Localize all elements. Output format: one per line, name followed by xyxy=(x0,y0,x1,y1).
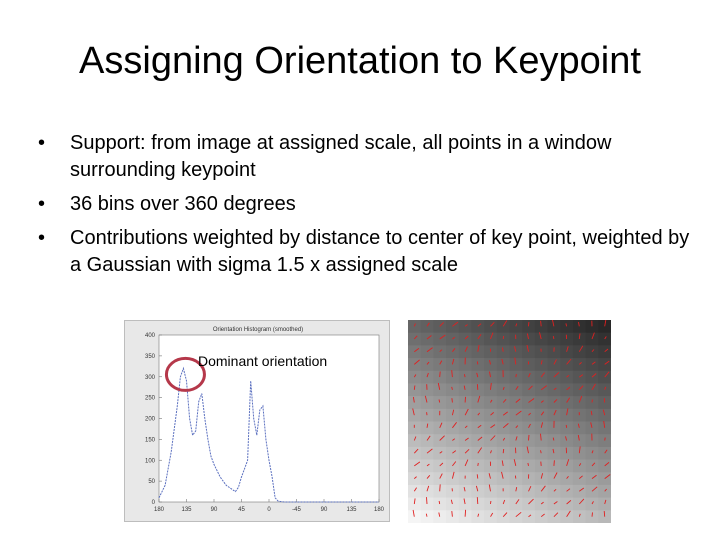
image-pixel-tile xyxy=(598,485,611,498)
image-pixel-tile xyxy=(573,422,586,435)
image-pixel-tile xyxy=(573,396,586,409)
x-tick-label: 180 xyxy=(373,507,385,513)
image-pixel-tile xyxy=(548,409,561,422)
image-pixel-tile xyxy=(548,472,561,485)
image-pixel-tile xyxy=(560,333,573,346)
histogram-title: Orientation Histogram (smoothed) xyxy=(212,327,304,333)
image-pixel-tile xyxy=(497,485,510,498)
image-pixel-tile xyxy=(522,358,535,371)
image-pixel-tile xyxy=(459,371,472,384)
image-pixel-tile xyxy=(510,333,523,346)
image-pixel-tile xyxy=(598,396,611,409)
image-pixel-tile xyxy=(548,345,561,358)
y-tick-label: 250 xyxy=(144,395,155,402)
image-pixel-tile xyxy=(446,485,459,498)
image-pixel-tile xyxy=(497,358,510,371)
image-pixel-tile xyxy=(459,422,472,435)
bullet-item xyxy=(34,130,694,184)
dominant-orientation-callout: Dominant orientation xyxy=(198,353,328,369)
gradient-arrow xyxy=(452,398,453,402)
image-pixel-tile xyxy=(459,447,472,460)
image-pixel-tile xyxy=(408,371,421,384)
image-pixel-tile xyxy=(446,358,459,371)
bullet-icon: • xyxy=(38,132,46,154)
image-pixel-tile xyxy=(598,472,611,485)
gradient-field-image xyxy=(408,320,611,523)
image-pixel-tile xyxy=(598,358,611,371)
image-pixel-tile xyxy=(598,333,611,346)
image-pixel-tile xyxy=(586,422,599,435)
image-pixel-tile xyxy=(471,409,484,422)
image-pixel-tile xyxy=(522,371,535,384)
image-pixel-tile xyxy=(510,383,523,396)
gradient-arrow xyxy=(554,460,555,466)
y-tick-label: 50 xyxy=(148,479,155,486)
gradient-arrow xyxy=(440,484,441,491)
bullet-item xyxy=(34,225,694,279)
image-pixel-tile xyxy=(598,447,611,460)
image-pixel-tile xyxy=(497,396,510,409)
image-pixel-tile xyxy=(560,434,573,447)
image-pixel-tile xyxy=(484,447,497,460)
x-tick-label: 180 xyxy=(153,507,165,513)
image-pixel-tile xyxy=(421,485,434,498)
image-pixel-tile xyxy=(535,333,548,346)
image-pixel-tile xyxy=(459,485,472,498)
image-pixel-tile xyxy=(510,485,523,498)
image-pixel-tile xyxy=(421,510,434,523)
image-pixel-tile xyxy=(497,447,510,460)
image-pixel-tile xyxy=(598,409,611,422)
image-pixel-tile xyxy=(484,396,497,409)
gradient-arrow xyxy=(465,510,466,517)
image-pixel-tile xyxy=(408,485,421,498)
image-pixel-tile xyxy=(433,358,446,371)
image-pixel-tile xyxy=(459,498,472,511)
image-pixel-tile xyxy=(548,320,561,333)
y-tick-label: 200 xyxy=(144,416,155,423)
image-pixel-tile xyxy=(484,320,497,333)
gradient-arrow xyxy=(528,463,529,466)
image-pixel-tile xyxy=(522,485,535,498)
image-pixel-tile xyxy=(421,396,434,409)
image-pixel-tile xyxy=(471,485,484,498)
gradient-arrow xyxy=(529,435,530,441)
image-pixel-tile xyxy=(535,472,548,485)
image-pixel-tile xyxy=(598,320,611,333)
y-tick-label: 300 xyxy=(144,374,155,381)
image-pixel-tile xyxy=(535,371,548,384)
gradient-arrow xyxy=(439,501,440,504)
image-pixel-tile xyxy=(598,422,611,435)
gradient-arrow xyxy=(477,474,478,478)
image-pixel-tile xyxy=(421,358,434,371)
image-pixel-tile xyxy=(484,434,497,447)
image-pixel-tile xyxy=(408,510,421,523)
image-pixel-tile xyxy=(421,409,434,422)
image-pixel-tile xyxy=(408,422,421,435)
image-pixel-tile xyxy=(510,460,523,473)
gradient-arrow xyxy=(477,497,478,504)
x-tick-label: 0 xyxy=(267,507,271,513)
image-pixel-tile xyxy=(471,396,484,409)
x-tick-label: 90 xyxy=(320,507,328,513)
image-pixel-tile xyxy=(510,447,523,460)
image-pixel-tile xyxy=(421,434,434,447)
image-pixel-tile xyxy=(510,434,523,447)
bullet-list xyxy=(34,130,694,286)
image-pixel-tile xyxy=(497,383,510,396)
image-pixel-tile xyxy=(535,320,548,333)
bullet-text: Contributions weighted by distance to center of key point, weighted by a Gaussian with sigma 1.5 x assigned scale xyxy=(70,227,690,276)
image-pixel-tile xyxy=(535,460,548,473)
image-pixel-tile xyxy=(586,460,599,473)
x-tick-label: 90 xyxy=(210,507,218,513)
image-pixel-tile xyxy=(548,358,561,371)
gradient-arrow xyxy=(440,372,441,378)
image-pixel-tile xyxy=(560,358,573,371)
image-pixel-tile xyxy=(535,345,548,358)
image-pixel-tile xyxy=(560,320,573,333)
image-pixel-tile xyxy=(459,383,472,396)
bullet-icon: • xyxy=(38,227,46,249)
gradient-arrow xyxy=(516,374,517,377)
image-pixel-tile xyxy=(510,320,523,333)
image-pixel-tile xyxy=(522,320,535,333)
image-pixel-tile xyxy=(598,371,611,384)
image-pixel-tile xyxy=(471,460,484,473)
image-pixel-tile xyxy=(433,498,446,511)
image-pixel-tile xyxy=(471,498,484,511)
image-pixel-tile xyxy=(598,498,611,511)
image-pixel-tile xyxy=(446,422,459,435)
image-pixel-tile xyxy=(510,345,523,358)
bullet-text: 36 bins over 360 degrees xyxy=(70,193,296,215)
image-pixel-tile xyxy=(573,320,586,333)
image-pixel-tile xyxy=(433,396,446,409)
image-pixel-tile xyxy=(497,333,510,346)
image-pixel-tile xyxy=(471,383,484,396)
image-pixel-tile xyxy=(421,472,434,485)
image-pixel-tile xyxy=(560,472,573,485)
image-pixel-tile xyxy=(408,320,421,333)
image-pixel-tile xyxy=(497,498,510,511)
image-pixel-tile xyxy=(560,460,573,473)
image-pixel-tile xyxy=(471,333,484,346)
gradient-arrow xyxy=(541,321,542,327)
image-pixel-tile xyxy=(548,434,561,447)
image-pixel-tile xyxy=(548,333,561,346)
image-pixel-tile xyxy=(522,447,535,460)
image-pixel-tile xyxy=(471,345,484,358)
image-pixel-tile xyxy=(446,460,459,473)
gradient-arrow xyxy=(503,449,504,453)
image-pixel-tile xyxy=(459,409,472,422)
image-pixel-tile xyxy=(510,371,523,384)
image-pixel-tile xyxy=(459,345,472,358)
image-pixel-tile xyxy=(408,409,421,422)
image-pixel-tile xyxy=(433,510,446,523)
image-pixel-tile xyxy=(586,383,599,396)
gradient-arrow xyxy=(452,511,453,517)
gradient-arrow xyxy=(414,386,415,390)
image-pixel-tile xyxy=(421,422,434,435)
bullet-text: Support: from image at assigned scale, all points in a window surrounding keypoint xyxy=(70,132,612,181)
image-pixel-tile xyxy=(471,472,484,485)
y-tick-label: 400 xyxy=(144,333,155,339)
image-pixel-tile xyxy=(510,422,523,435)
image-pixel-tile xyxy=(522,345,535,358)
image-pixel-tile xyxy=(471,358,484,371)
image-pixel-tile xyxy=(408,333,421,346)
image-pixel-tile xyxy=(484,371,497,384)
image-pixel-tile xyxy=(459,333,472,346)
image-pixel-tile xyxy=(446,472,459,485)
image-pixel-tile xyxy=(433,409,446,422)
image-pixel-tile xyxy=(573,434,586,447)
image-pixel-tile xyxy=(497,434,510,447)
image-pixel-tile xyxy=(433,383,446,396)
image-pixel-tile xyxy=(573,383,586,396)
image-pixel-tile xyxy=(497,320,510,333)
image-pixel-tile xyxy=(510,358,523,371)
image-pixel-tile xyxy=(484,472,497,485)
gradient-arrow xyxy=(427,497,428,504)
image-pixel-tile xyxy=(598,434,611,447)
image-pixel-tile xyxy=(484,358,497,371)
image-pixel-tile xyxy=(535,485,548,498)
x-tick-label: -45 xyxy=(292,507,301,513)
image-pixel-tile xyxy=(433,472,446,485)
image-pixel-tile xyxy=(408,434,421,447)
image-pixel-tile xyxy=(586,333,599,346)
image-pixel-tile xyxy=(535,447,548,460)
image-pixel-tile xyxy=(484,498,497,511)
image-pixel-tile xyxy=(522,422,535,435)
image-pixel-tile xyxy=(497,472,510,485)
gradient-arrow xyxy=(478,463,479,466)
image-pixel-tile xyxy=(560,409,573,422)
image-pixel-tile xyxy=(421,320,434,333)
image-pixel-tile xyxy=(446,383,459,396)
x-tick-label: 45 xyxy=(238,507,245,513)
image-pixel-tile xyxy=(408,447,421,460)
image-pixel-tile xyxy=(446,498,459,511)
image-pixel-tile xyxy=(560,345,573,358)
bullet-item xyxy=(34,191,694,218)
image-pixel-tile xyxy=(586,447,599,460)
image-pixel-tile xyxy=(471,371,484,384)
image-pixel-tile xyxy=(459,460,472,473)
gradient-arrow xyxy=(553,336,554,339)
image-pixel-tile xyxy=(484,485,497,498)
image-pixel-tile xyxy=(535,358,548,371)
x-tick-label: 135 xyxy=(346,507,357,513)
gradient-field-figure xyxy=(408,320,611,523)
image-pixel-tile xyxy=(484,460,497,473)
image-pixel-tile xyxy=(446,396,459,409)
image-pixel-tile xyxy=(586,396,599,409)
image-pixel-tile xyxy=(548,447,561,460)
image-pixel-tile xyxy=(497,460,510,473)
image-pixel-tile xyxy=(598,460,611,473)
orientation-histogram-figure xyxy=(124,320,390,522)
image-pixel-tile xyxy=(459,472,472,485)
image-pixel-tile xyxy=(408,396,421,409)
image-pixel-tile xyxy=(433,320,446,333)
image-pixel-tile xyxy=(573,498,586,511)
x-tick-label: 135 xyxy=(181,507,192,513)
image-pixel-tile xyxy=(522,460,535,473)
image-pixel-tile xyxy=(484,333,497,346)
image-pixel-tile xyxy=(497,345,510,358)
image-pixel-tile xyxy=(510,498,523,511)
image-pixel-tile xyxy=(408,383,421,396)
image-pixel-tile xyxy=(522,333,535,346)
image-pixel-tile xyxy=(573,460,586,473)
y-tick-label: 100 xyxy=(144,458,155,465)
y-tick-label: 0 xyxy=(151,500,155,506)
image-pixel-tile xyxy=(535,409,548,422)
image-pixel-tile xyxy=(573,345,586,358)
slide-title: Assigning Orientation to Keypoint xyxy=(79,40,641,82)
image-pixel-tile xyxy=(433,422,446,435)
image-pixel-tile xyxy=(560,422,573,435)
image-pixel-tile xyxy=(560,447,573,460)
image-pixel-tile xyxy=(598,345,611,358)
y-tick-label: 350 xyxy=(144,353,155,360)
image-pixel-tile xyxy=(586,409,599,422)
image-pixel-tile xyxy=(573,409,586,422)
image-pixel-tile xyxy=(598,383,611,396)
image-pixel-tile xyxy=(421,498,434,511)
gradient-arrow xyxy=(605,438,606,441)
image-pixel-tile xyxy=(421,383,434,396)
bullet-icon: • xyxy=(38,193,46,215)
image-pixel-tile xyxy=(586,498,599,511)
image-pixel-tile xyxy=(471,447,484,460)
image-pixel-tile xyxy=(510,472,523,485)
image-pixel-tile xyxy=(421,371,434,384)
image-pixel-tile xyxy=(586,345,599,358)
image-pixel-tile xyxy=(535,422,548,435)
gradient-arrow xyxy=(592,512,593,516)
image-pixel-tile xyxy=(522,472,535,485)
y-tick-label: 150 xyxy=(144,437,155,444)
image-pixel-tile xyxy=(446,371,459,384)
image-pixel-tile xyxy=(484,345,497,358)
image-pixel-tile xyxy=(446,345,459,358)
image-pixel-tile xyxy=(446,409,459,422)
image-pixel-tile xyxy=(560,396,573,409)
image-pixel-tile xyxy=(535,434,548,447)
gradient-arrow xyxy=(604,511,605,517)
